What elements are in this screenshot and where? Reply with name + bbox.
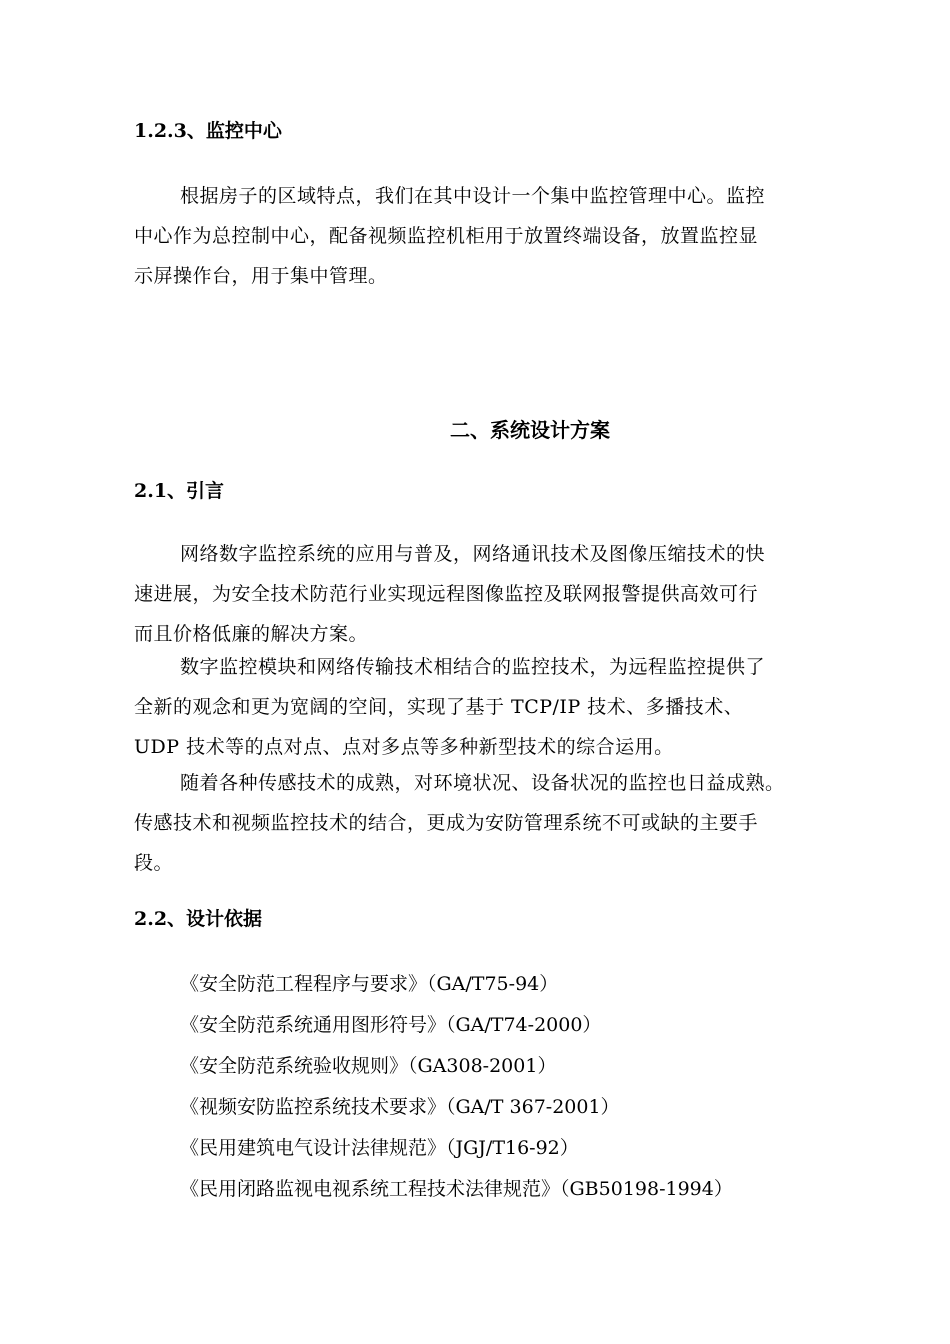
paragraph-monitoring-center: [134, 176, 854, 296]
paragraph-line: UDP 技术等的点对点、点对多点等多种新型技术的综合运用。: [134, 736, 674, 758]
paragraph-line: 网络数字监控系统的应用与普及，网络通讯技术及图像压缩技术的快: [180, 543, 766, 565]
paragraph-intro-2: [134, 647, 854, 767]
paragraph-line: 全新的观念和更为宽阔的空间，实现了基于 TCP/IP 技术、多播技术、: [134, 696, 744, 718]
reference-item: 《安全防范系统通用图形符号》（GA/T74-2000）: [180, 1014, 602, 1036]
chapter-title: 二、系统设计方案: [450, 418, 610, 442]
reference-list: [180, 964, 733, 1210]
section-heading-2-1: 2.1、引言: [134, 480, 225, 502]
paragraph-line: 中心作为总控制中心，配备视频监控机柜用于放置终端设备，放置监控显: [134, 225, 759, 247]
reference-item: 《安全防范工程程序与要求》（GA/T75-94）: [180, 973, 559, 995]
paragraph-line: 传感技术和视频监控技术的结合，更成为安防管理系统不可或缺的主要手: [134, 812, 759, 834]
section-heading-2-2: 2.2、设计依据: [134, 908, 263, 930]
paragraph-line: 根据房子的区域特点，我们在其中设计一个集中监控管理中心。监控: [180, 185, 766, 207]
paragraph-line: 速进展，为安全技术防范行业实现远程图像监控及联网报警提供高效可行: [134, 583, 759, 605]
reference-item: 《民用闭路监视电视系统工程技术法律规范》（GB50198-1994）: [180, 1178, 733, 1200]
paragraph-intro-3: [134, 763, 854, 883]
paragraph-line: 段。: [134, 852, 174, 874]
paragraph-intro-1: [134, 534, 854, 654]
reference-item: 《安全防范系统验收规则》（GA308-2001）: [180, 1055, 557, 1077]
section-heading-1-2-3: 1.2.3、监控中心: [134, 120, 282, 142]
paragraph-line: 随着各种传感技术的成熟，对环境状况、设备状况的监控也日益成熟。: [180, 772, 785, 794]
paragraph-line: 而且价格低廉的解决方案。: [134, 623, 369, 645]
reference-item: 《民用建筑电气设计法律规范》（JGJ/T16-92）: [180, 1137, 579, 1159]
paragraph-line: 数字监控模块和网络传输技术相结合的监控技术，为远程监控提供了: [180, 656, 766, 678]
paragraph-line: 示屏操作台，用于集中管理。: [134, 265, 388, 287]
reference-item: 《视频安防监控系统技术要求》（GA/T 367-2001）: [180, 1096, 620, 1118]
